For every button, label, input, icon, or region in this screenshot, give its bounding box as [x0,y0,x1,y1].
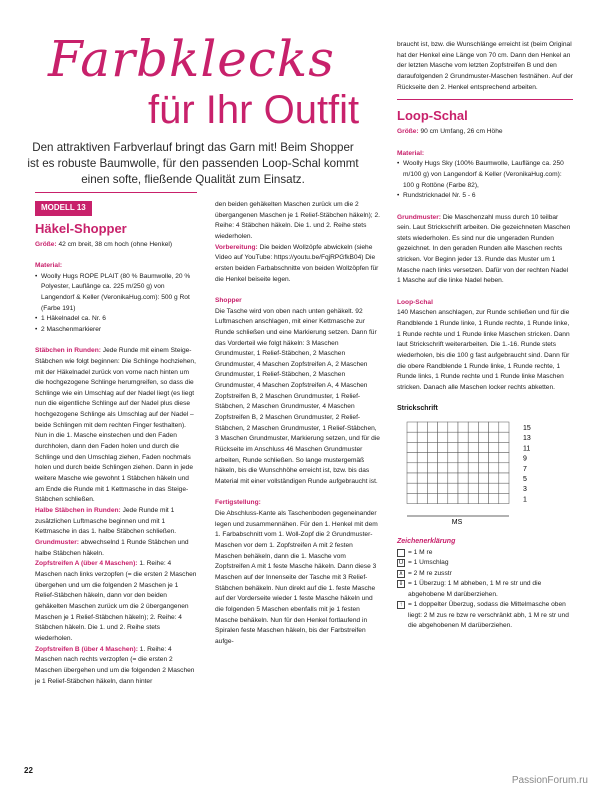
chart-cell [458,453,468,463]
intro-text: Den attraktiven Farbverlauf bringt das Garn mit! Beim Shopper ist es robuste Baumwolle, für den passenden Loop-Schal kommt einen softe, fließende Qualität zum Einsatz. [27,141,359,186]
yarnover-icon: U [398,560,404,567]
chart-cell [458,483,468,493]
chart-cell [427,453,437,463]
column-1 [35,200,197,687]
paragraph: Halbe Stäbchen in Runden: Jede Runde mit 1 zusätzlichen Luftmasche beginnen und mit 1 Kettmasche in das 1. halbe Stäbchen schließen. [35,507,177,536]
chart-cell [448,443,458,453]
chart-cell [417,453,427,463]
list-item: • Woolly Hugs ROPE PLAIT (80 % Baumwolle, 20 % Polyester, Lauflänge ca. 225 m/250 g) von Langendorf & Keller (VeronikaHug.com): 500 g Rot (Farbe 191) [35,272,197,315]
shopper-label: Shopper [215,296,242,304]
chart-cell [427,443,437,453]
paragraph: Die Abschluss-Kante als Taschenboden gegeneinander legen und zusammennähen. Für den 1. Henkel mit dem 1. Farbabschnitt vom 1. Woll-Zopf die 2 Grundmuster-Maschen vor dem 1. Zopfstreifen A mit 2 festen Maschen behäkeln, dann die 1. Masche vom Zopfstreifen A mit 1 feste Masche häkeln. Dann diese 3 Maschen auf der Innenseite der Tasche mit 3 Relief-Stäbchen behäkeln. Nun direkt auf die 1. feste Masche auf der Vorderseite wieder 1 feste Masche häkeln und die folgenden 5 Maschen ebenfalls mit je 1 festen Masche behäkeln. Nun für den Henkel fortlaufend in Spiralen feste Maschen häkeln, bis der Farbstreifen aufge- [215,510,378,645]
material-list [397,159,573,202]
chart-cell [417,473,427,483]
chart-cell [468,453,478,463]
chart-cell [427,463,437,473]
legend-item: ⇓ = 1 Überzug: 1 M abheben, 1 M re str und die abgehobene M darüberziehen. [398,580,542,598]
chart-cell [407,443,417,453]
knit-icon [397,549,405,557]
chart-cell [499,453,509,463]
chart-cell [438,494,448,504]
chart-cell [417,463,427,473]
chart-cell [478,473,488,483]
chart-row-label: 1 [523,496,527,504]
paragraph: Grundmuster: Die Maschenzahl muss durch 10 teilbar sein. Laut Strickschrift arbeiten. Die gezeichneten Maschen stets wiederholen. Es sind nur die ungeraden Runden gezeichnet. In den geraden Runden alle Maschen rechts stricken. Vor Beginn jeder 13. Runde das Muster um 1 Masche nach links versetzen. Dafür von der rechten Nadel 1 Masche auf die linke Nadel heben. [397,213,571,285]
chart-cell [468,483,478,493]
chart-cell [438,432,448,442]
paragraph: den beiden gehäkelten Maschen zurück um die 2 übergangenen Maschen je 1 Relief-Stäbchen häkeln); 2. Reihe: 4 Stäbchen häkeln. Die 1. und 2. Reihe stets wiederholen. [215,201,380,240]
chart-cell [458,422,468,432]
k2tog-icon: ∧ [398,570,404,577]
chart-cell [489,432,499,442]
column-2 [215,200,380,648]
chart-cell [458,432,468,442]
model-badge: MODELL 13 [35,201,92,216]
chart-ms-label: MS [451,519,463,527]
chart-cell [499,494,509,504]
slip-over-icon: ⇓ [398,581,404,588]
chart-cell [427,483,437,493]
finish-label: Fertigstellung: [215,499,261,507]
list-item: • 1 Häkelnadel ca. Nr. 6 [35,314,197,325]
chart-cell [489,453,499,463]
chart-cell [468,473,478,483]
chart-cell [448,473,458,483]
chart-cell [489,494,499,504]
paragraph: Zopfstreifen B (über 4 Maschen): 1. Reihe: 4 Maschen nach rechts verzopfen (= die ersten 2 Maschen übergehen und um die folgenden 2 Maschen je 1 Relief-Stäbchen häkeln, dann hinter [35,645,195,685]
chart-cell [468,422,478,432]
chart-cell [448,463,458,473]
chart-cell [478,432,488,442]
chart-cell [478,453,488,463]
chart-cell [438,463,448,473]
chart-cell [468,463,478,473]
chart-row-label: 15 [523,425,531,433]
chart-cell [499,443,509,453]
chart-cell [438,453,448,463]
legend-item: ↑ = 1 doppelter Überzug, sodass die Mittelmasche oben liegt: 2 M zus re bzw re verschränkt abh, 1 M re str und die abgehobenen M darüberziehen. [397,600,573,632]
chart-row-labels [523,425,531,503]
size-line: Größe: 42 cm breit, 38 cm hoch (ohne Henkel) [35,240,173,248]
chart-cell [438,483,448,493]
shopper-heading: Häkel-Shopper [35,220,127,236]
chart-cell [458,443,468,453]
chart-cell [438,422,448,432]
chart-cell [478,422,488,432]
divider [397,99,573,100]
chart-cell [458,473,468,483]
paragraph: Die Tasche wird von oben nach unten gehäkelt. 92 Luftmaschen anschlagen, mit einer Kettmasche zur Runde schließen und eine Markierung setzen. Dann für das Vorderteil wie folgt häkeln: 3 Maschen Grundmuster, 1 Relief-Stäbchen, 2 Maschen Grundmuster, 4 Maschen Zopfstreifen A, 2 Maschen Grundmuster, 1 Relief-Stäbchen, 2 Maschen Grundmuster, 4 Maschen Zopfstreifen A, 4 Maschen Zopfstreifen B, 2 Maschen Grundmuster, 1 Relief-Stäbchen, 2 Maschen Grundmuster, 4 Maschen Zopfstreifen B, 2 Maschen Grundmuster, 2 Relief-Stäbchen, 2 Maschen Grundmuster, 1 Relief-Stäbchen, 3 Maschen Grundmuster, Markierung setzen, und für die Rückseite im Anschluss 46 Maschen Grundmuster arbeiten, Runde schließen. So lange mustergemäß häkeln, bis die Wunschhöhe erreicht ist, bzw. bis das Material mit einer vollständigen Runde aufgebraucht ist. [215,307,380,486]
chart-cell [417,432,427,442]
material-label: Material: [397,149,425,157]
title-script: Farbklecks [48,30,335,88]
chart-cell [407,463,417,473]
chart-cell [489,473,499,483]
paragraph: Grundmuster: abwechselnd 1 Runde Stäbchen und halbe Stäbchen häkeln. [35,539,189,557]
chart-cell [489,422,499,432]
chart-row-label: 3 [523,486,527,494]
chart-cell [407,453,417,463]
chart-row-label: 9 [523,455,527,463]
chart-cell [448,453,458,463]
chart-cell [407,422,417,432]
paragraph: Vorbereitung: Die beiden Wollzöpfe abwickeln (siehe Video auf YouTube: https://youtu.be/FqjRPGfkB04) Die ersten beiden Farbabschnitte von beiden Wollzöpfen für die Henkel beiseite legen. [215,243,379,283]
chart-cell [468,443,478,453]
chart-row-label: 7 [523,466,527,474]
chart-cell [499,473,509,483]
chart-cell [489,443,499,453]
knitting-chart [397,418,547,528]
chart-cell [407,473,417,483]
legend-item: ∧ = 2 M re zusstr [398,569,452,577]
chart-cell [499,483,509,493]
legend-title: Zeichenerklärung [397,537,456,545]
column-3 [397,40,573,632]
chart-cell [499,432,509,442]
chart-cell [417,483,427,493]
chart-cell [448,494,458,504]
chart-cell [427,494,437,504]
paragraph: braucht ist, bzw. die Wunschlänge erreicht ist (beim Original hat der Henkel eine Länge von 70 cm. Dann den Henkel an der letzten Masche vom letzten Zopfstreifen B und den daraufolgenden 2 Grundmuster-Maschen festnähen. Auf der Rückseite den 2. Henkel entsprechend arbeiten. [397,41,573,91]
title-sub: für Ihr Outfit [148,88,360,132]
chart-title: Strickschrift [397,404,438,412]
chart-cell [427,432,437,442]
chart-cell [478,463,488,473]
chart-row-label: 13 [523,435,531,443]
chart-cell [468,432,478,442]
chart-cell [438,473,448,483]
chart-cell [499,422,509,432]
watermark: PassionForum.ru [511,775,588,786]
chart-cell [448,483,458,493]
list-item: • 2 Maschenmarkierer [35,325,197,336]
legend-item: U = 1 Umschlag [398,559,449,567]
chart-cell [478,494,488,504]
paragraph: Zopfstreifen A (über 4 Maschen): 1. Reihe: 4 Maschen nach links verzopfen (= die ersten 2 Maschen übergehen und um die folgenden 2 Maschen je 1 Relief-Stäbchen häkeln, dann vor den beiden gehäkelten Maschen zurück um die 2 übergangenen Maschen je 1 Relief-Stäbchen häkeln); 2. Reihe: 4 Stäbchen häkeln. Die 1. und 2. Reihe stets wiederholen. [35,560,197,642]
legend [397,548,573,632]
chart-cell [468,494,478,504]
chart-cell [417,422,427,432]
chart-cell [448,422,458,432]
loop-heading: Loop-Schal [397,108,468,124]
chart-cell [438,443,448,453]
chart-cell [407,494,417,504]
chart-cell [417,443,427,453]
chart-cell [478,443,488,453]
list-item: • Rundstricknadel Nr. 5 - 6 [397,191,573,202]
paragraph: 140 Maschen anschlagen, zur Runde schließen und für die Randblende 1 Runde linke, 1 Runde rechte, 1 Runde linke, 1 Runde rechte und 1 Runde linke Maschen stricken. Dann laut Strickschrift weiterarbeiten. Die 1.-16. Runde stets wiederholen, bis die 100 g fast aufgebraucht sind. Dann für die obere Randblende 1 Runde linke, 1 Runde rechte, 1 Runde links, 1 Runde rechte und 1 Runde linke Maschen stricken. Danach alle Maschen locker rechts abketten. [397,309,570,391]
chart-cell [448,432,458,442]
legend-item: = 1 M re [397,548,573,559]
material-label: Material: [35,261,63,269]
size-line: Größe: 90 cm Umfang, 26 cm Höhe [397,128,503,136]
chart-cell [458,494,468,504]
chart-cell [489,483,499,493]
loop-label: Loop-Schal [397,298,433,306]
chart-grid [407,422,509,504]
chart-cell [407,483,417,493]
chart-row-label: 11 [523,445,531,453]
chart-cell [478,483,488,493]
material-list [35,272,197,336]
chart-cell [489,463,499,473]
chart-cell [499,463,509,473]
page-number: 22 [24,766,33,775]
divider [35,192,197,193]
chart-cell [407,432,417,442]
chart-cell [427,422,437,432]
paragraph: Stäbchen in Runden: Jede Runde mit einem Steige-Stäbchen wie folgt beginnen: Die Schlinge hochziehen, mit der Häkelnadel zurück von vorne nach hinten um die hochgezogene Schlinge herumgreifen, so dass die Schlinge wie ein Umschlag auf der Nadel liegt (es liegt nun die eigentliche Schlinge auf der Nadel plus diese hochgezogene Schlinge als Umschlag auf der Nadel – beide Schlingen mit dem rechten Finger festhalten). Nun in die 1. Masche einstechen und den Faden durchholen, dann den Faden holen und durch die Schlinge und den Umschlag ziehen, Faden nochmals holen und durch beide Schlingen ziehen. Dann in jede weitere Masche wie gewohnt 1 Stäbchen häkeln und am Ende die Runde mit 1 Kettmasche in das Steige-Stäbchen schließen. [35,347,196,504]
chart-cell [417,494,427,504]
chart-cell [458,463,468,473]
chart-row-label: 5 [523,476,527,484]
list-item: • Woolly Hugs Sky (100% Baumwolle, Lauflänge ca. 250 m/100 g) von Langendorf & Keller (VeronikaHug.com): 100 g Rottöne (Farbe 82), [397,159,573,191]
double-decrease-icon: ↑ [397,601,405,609]
chart-cell [427,473,437,483]
